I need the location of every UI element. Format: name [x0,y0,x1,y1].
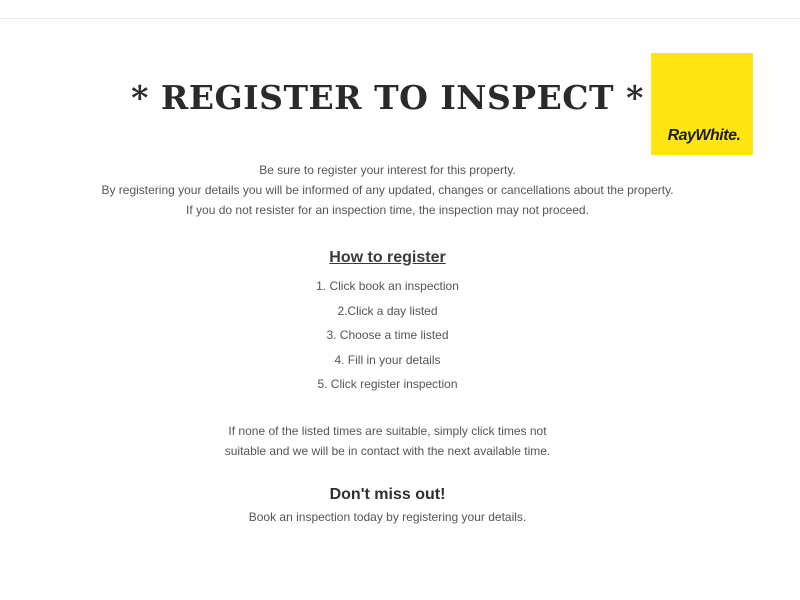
register-step: 4. Fill in your details [334,352,441,367]
logo-text: RayWhite. [667,127,741,144]
note-line: suitable and we will be in contact with the next available time. [224,444,551,458]
intro-line: By registering your details you will be informed of any updated, changes or cancellations about the property. [101,183,674,197]
register-step: 2.Click a day listed [337,303,438,318]
register-step: 1. Click book an inspection [316,279,459,293]
intro-line: Be sure to register your interest for this property. [259,163,516,177]
register-steps-list [0,274,775,397]
top-divider [0,18,800,19]
register-step: 5. Click register inspection [317,377,458,392]
how-to-register-heading: How to register [329,249,446,266]
intro-paragraph [0,160,775,220]
intro-line: If you do not resister for an inspection time, the inspection may not proceed. [186,203,589,217]
ray-white-logo [651,53,753,155]
times-not-suitable-note [0,421,775,461]
book-today-text: Book an inspection today by registering your details. [248,510,527,524]
register-step: 3. Choose a time listed [326,328,449,343]
dont-miss-out-heading: Don't miss out! [329,486,446,503]
page-title: * REGISTER TO INSPECT * [131,78,644,117]
note-line: If none of the listed times are suitable, simply click times not [228,424,547,438]
